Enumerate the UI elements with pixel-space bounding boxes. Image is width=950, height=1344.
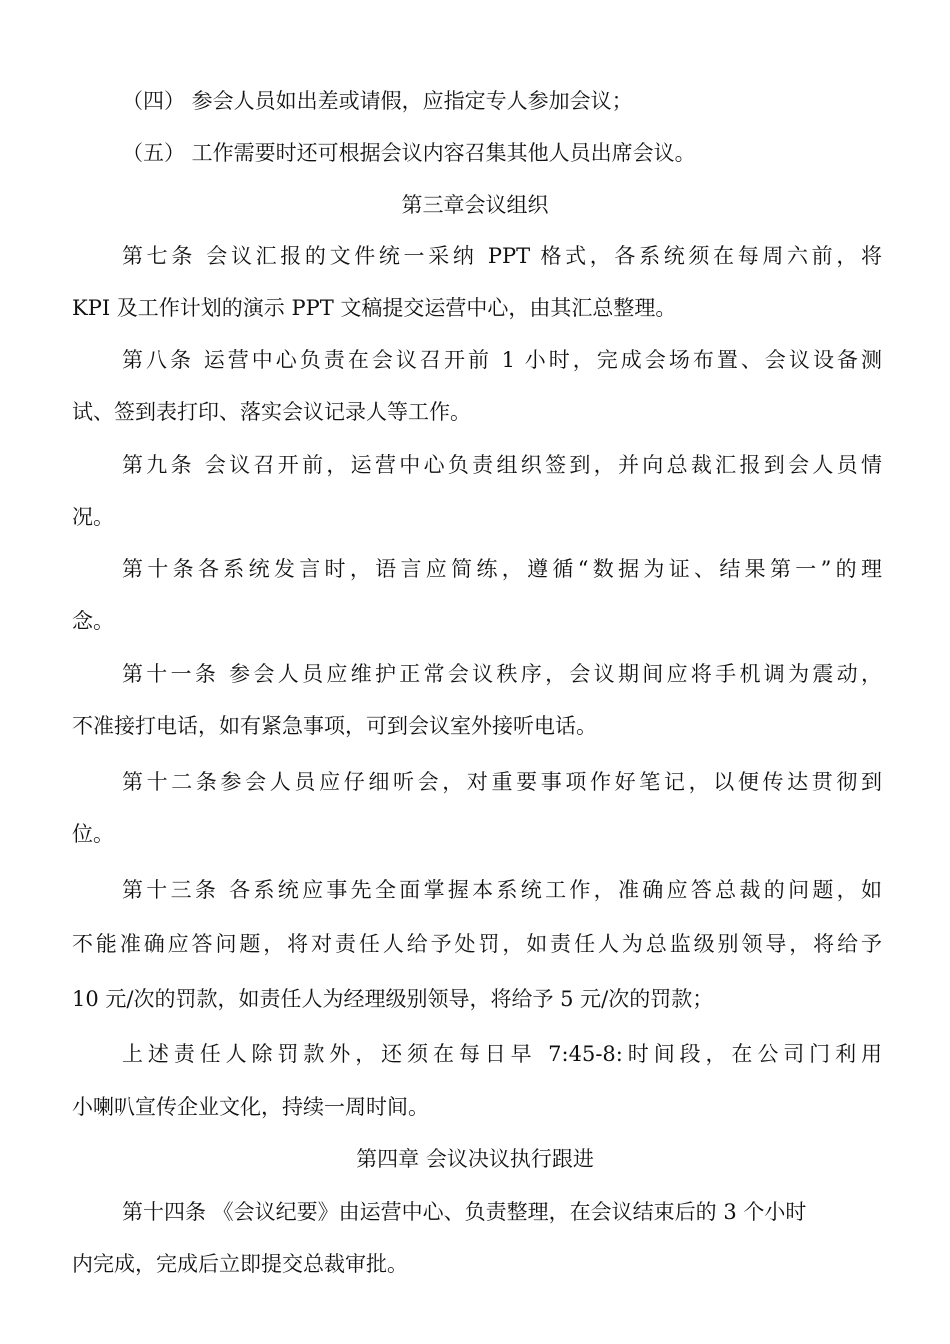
article-8-line-1: 第八条 运营中心负责在会议召开前 1 小时，完成会场布置、会议设备测 [122, 348, 882, 372]
list-item-5: （五） 工作需要时还可根据会议内容召集其他人员出席会议。 [122, 141, 696, 165]
article-11-line-2: 不准接打电话，如有紧急事项，可到会议室外接听电话。 [72, 714, 597, 738]
article-8-line-2: 试、签到表打印、落实会议记录人等工作。 [72, 400, 471, 424]
article-10-line-1: 第十条各系统发言时，语言应简练，遵循“数据为证、结果第一”的理 [122, 557, 882, 581]
article-12-line-2: 位。 [72, 822, 114, 846]
article-10-line-2: 念。 [72, 609, 114, 633]
article-9-line-2: 况。 [72, 505, 114, 529]
article-14-line-1: 第十四条 《会议纪要》由运营中心、负责整理，在会议结束后的 3 个小时 [122, 1200, 807, 1224]
list-item-4: （四） 参会人员如出差或请假，应指定专人参加会议； [122, 89, 633, 113]
chapter-4-heading: 第四章 会议决议执行跟进 [356, 1147, 594, 1171]
article-13-line-1: 第十三条 各系统应事先全面掌握本系统工作，准确应答总裁的问题，如 [122, 878, 882, 902]
article-11-line-1: 第十一条 参会人员应维护正常会议秩序，会议期间应将手机调为震动， [122, 662, 882, 686]
article-12-line-1: 第十二条参会人员应仔细听会，对重要事项作好笔记，以便传达贯彻到 [122, 770, 882, 794]
penalty-line-2: 小喇叭宣传企业文化，持续一周时间。 [72, 1095, 429, 1119]
article-14-line-2: 内完成，完成后立即提交总裁审批。 [72, 1252, 408, 1276]
article-7-line-2: KPI 及工作计划的演示 PPT 文稿提交运营中心，由其汇总整理。 [72, 296, 677, 320]
penalty-line-1: 上述责任人除罚款外，还须在每日早 7:45-8:时间段，在公司门利用 [122, 1042, 882, 1066]
article-7-line-1: 第七条 会议汇报的文件统一采纳 PPT 格式，各系统须在每周六前，将 [122, 244, 882, 268]
article-9-line-1: 第九条 会议召开前，运营中心负责组织签到，并向总裁汇报到会人员情 [122, 453, 882, 477]
chapter-3-heading: 第三章会议组织 [401, 193, 549, 217]
article-13-line-3: 10 元/次的罚款，如责任人为经理级别领导，将给予 5 元/次的罚款； [72, 987, 714, 1011]
article-13-line-2: 不能准确应答问题，将对责任人给予处罚，如责任人为总监级别领导，将给予 [72, 932, 882, 956]
